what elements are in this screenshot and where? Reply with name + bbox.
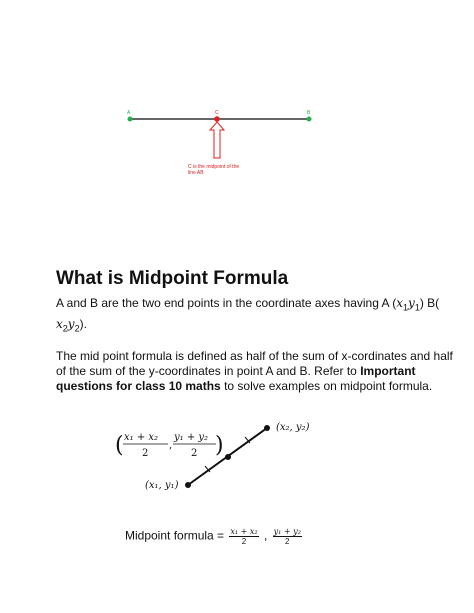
- definition-line-2: [56, 364, 416, 379]
- endpoint-start: [185, 482, 191, 488]
- formula-num-y: y₁ + y₂: [273, 527, 301, 536]
- paragraph-endpoints-line1: [56, 296, 439, 315]
- mid-comma: ,: [169, 440, 173, 451]
- start-point-label: (x₁, y₁): [145, 480, 179, 491]
- point-b: [307, 117, 312, 122]
- mid-den-x: 2: [142, 448, 149, 459]
- midpoint-formula: [125, 527, 304, 546]
- endpoints-text-end: ).: [79, 317, 87, 331]
- paren-left: (: [115, 433, 124, 458]
- endpoint-end: [264, 425, 270, 431]
- formula-den-y: 2: [285, 537, 290, 546]
- definition-line-3-end: to solve examples on midpoint formula.: [220, 379, 433, 393]
- end-point-label: (x₂, y₂): [276, 422, 310, 433]
- arrow-up-icon: [210, 122, 224, 158]
- formula-num-x: x₁ + x₂: [230, 527, 258, 536]
- a-x: x: [396, 296, 404, 310]
- note-line-2: line AB: [188, 170, 204, 176]
- b-y: y: [67, 317, 75, 331]
- mid-num-x: x₁ + x₂: [124, 432, 159, 443]
- formula-den-x: 2: [241, 537, 247, 546]
- mid-num-y: y₁ + y₂: [174, 432, 209, 443]
- definition-line-2-text: of the sum of the y-coordinates in point A and B. Refer to: [56, 364, 357, 378]
- paren-right: ): [215, 433, 224, 458]
- note-line-1: C is the midpoint of the: [188, 164, 240, 170]
- point-c: [214, 116, 220, 122]
- label-a: A: [127, 110, 131, 116]
- definition-line-1: The mid point formula is defined as half of the sum of x-cordinates and half: [56, 349, 453, 363]
- point-a: [128, 117, 133, 122]
- paragraph-endpoints-line2: [56, 317, 87, 336]
- midpoint-dot: [225, 454, 231, 460]
- formula-frac-x: [229, 527, 258, 546]
- label-b: B: [307, 110, 311, 116]
- a-y: y: [408, 296, 415, 310]
- important-questions-link[interactable]: Important: [360, 364, 416, 378]
- midpoint-diagram: [0, 0, 474, 200]
- label-c: C: [215, 110, 219, 116]
- definition-line-3: [56, 379, 432, 394]
- a-y-sub: 1: [414, 302, 420, 313]
- mid-den-y: 2: [191, 448, 198, 459]
- important-questions-link-cont[interactable]: questions for class 10 maths: [56, 379, 221, 393]
- b-x: x: [56, 317, 63, 331]
- b-x-sub: 2: [62, 323, 68, 334]
- formula-label: Midpoint formula =: [125, 528, 225, 543]
- formula-separator: ,: [263, 528, 268, 543]
- endpoints-text-start: A and B are the two end points in the coordinate axes having A (: [56, 296, 397, 310]
- formula-frac-y: [273, 527, 302, 546]
- a-x-sub: 1: [403, 302, 409, 313]
- page-heading: What is Midpoint Formula: [56, 268, 289, 289]
- b-y-sub: 2: [74, 323, 80, 334]
- endpoints-text-mid: ) B(: [419, 296, 440, 310]
- midpoint-segment-figure: [112, 420, 332, 500]
